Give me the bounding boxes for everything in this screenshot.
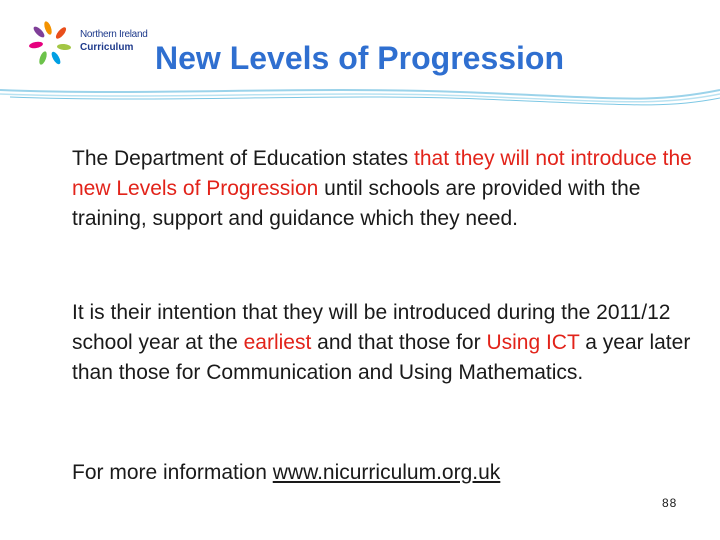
slide-title: New Levels of Progression (155, 40, 565, 76)
curriculum-logo (28, 20, 158, 70)
paragraph-1-text-b: until schools are provided with the training, support and guidance which they need. (72, 177, 641, 230)
paragraph-3 (72, 458, 702, 488)
paragraph-2-highlight-ict: Using ICT (486, 331, 580, 354)
curriculum-link[interactable]: www.nicurriculum.org.uk (272, 461, 501, 484)
more-info-label: For more information (72, 461, 273, 484)
paragraph-2-text-c: a year later than those for Communication and Using Mathematics. (72, 331, 691, 384)
logo-line-1: Northern Ireland (80, 29, 148, 40)
paragraph-2-text-a: It is their intention that they will be introduced during the 2011/12 school year at the (72, 301, 671, 354)
paragraph-1-text-a: The Department of Education states (72, 147, 415, 170)
paragraph-2 (72, 298, 702, 388)
page-number: 88 (662, 496, 678, 510)
paragraph-2-highlight-earliest: earliest (243, 331, 312, 354)
paragraph-1 (72, 144, 702, 234)
paragraph-1-highlight: that they will not introduce the new Levels of Progression (72, 147, 692, 200)
pinwheel-logo-icon (28, 20, 78, 70)
decorative-swoosh (0, 78, 720, 112)
logo-line-2: Curriculum (80, 42, 134, 53)
paragraph-2-text-b: and that those for (311, 331, 487, 354)
